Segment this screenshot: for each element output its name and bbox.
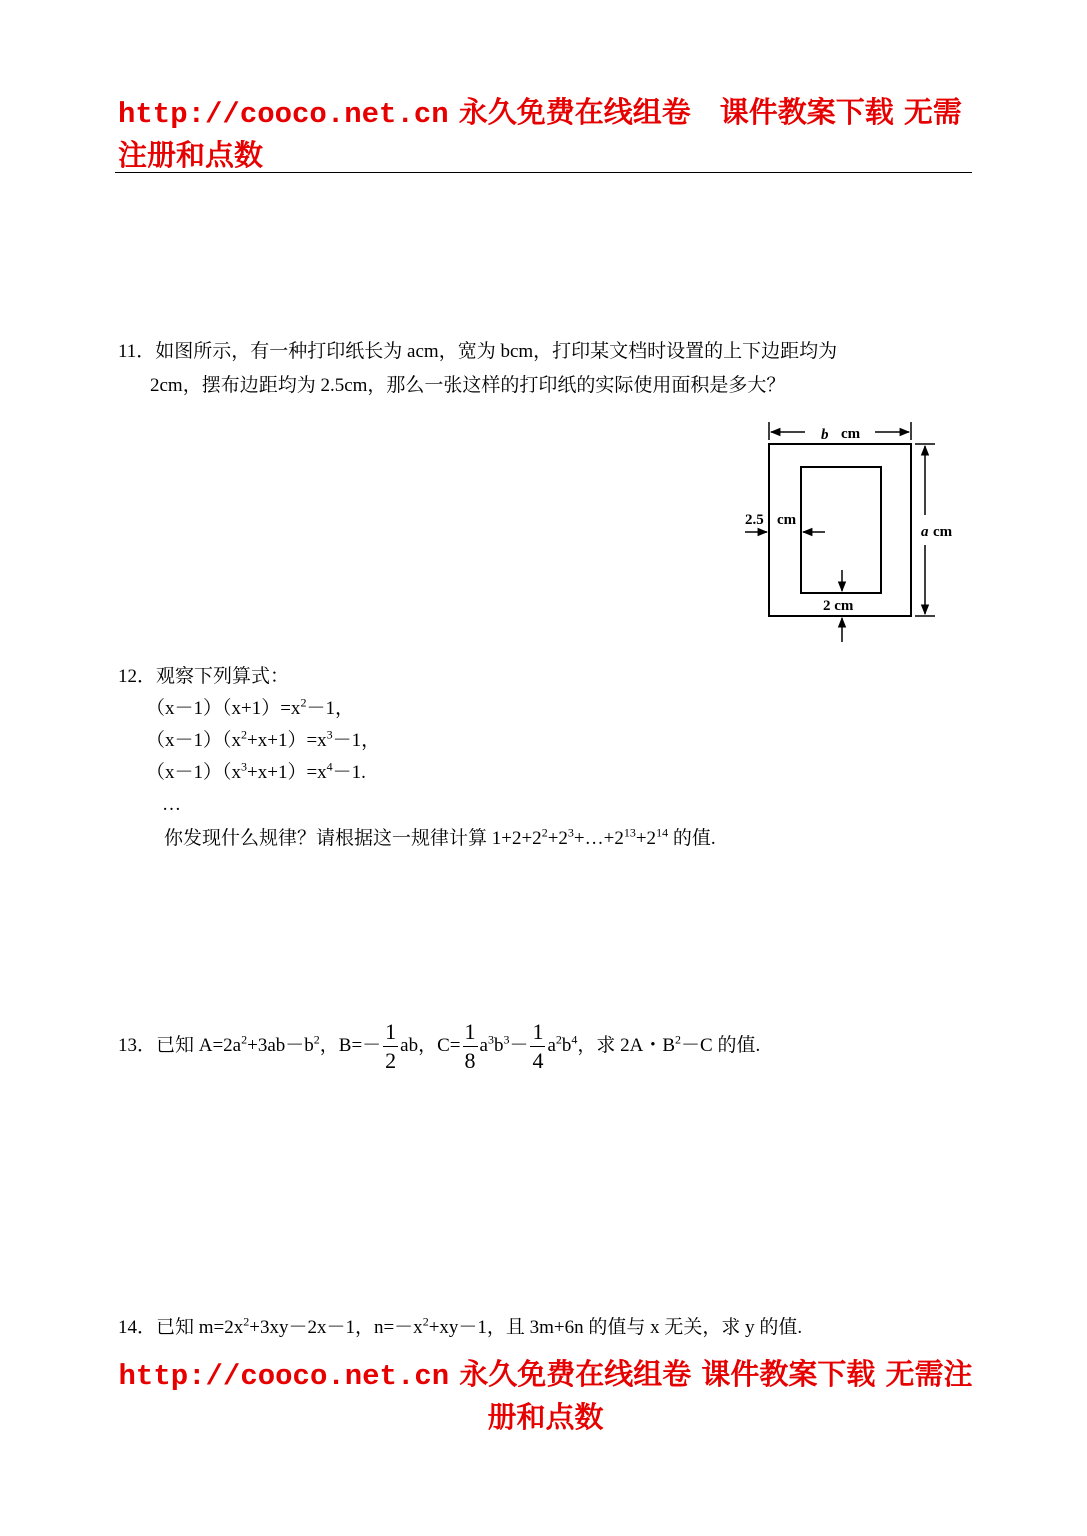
bottom-margin-label: 2 cm: [823, 598, 854, 614]
q11-line-2: 2cm，摆布边距均为 2.5cm，那么一张这样的打印纸的实际使用面积是多大？: [150, 375, 786, 396]
footer-url-link[interactable]: http://cooco.net.cn: [118, 1360, 450, 1393]
footer-text-1: 永久免费在线组卷 课件教案下载 无需注: [449, 1357, 973, 1391]
q12-intro: 12．观察下列算式：: [118, 666, 290, 687]
q13-line: 13．已知 $A=2a^2+3ab-b^2$，B=－ $\frac{1}{2}$ ab，C= $\frac{1}{8}$ $a^3b^3-$ $\frac{1}{4}$ $a^2b^4$，求 2A・$B^2-C$ 的值.: [118, 1019, 761, 1073]
header-text-1: 永久免费在线组卷 课件教案下载 无需: [448, 95, 962, 129]
q14-line: 14．已知 $m=2x^2+3xy-2x-1$，$n=-x^2+xy-1$，且 3m+6n 的值与 x 无关，求 y 的值.: [118, 1314, 803, 1338]
page-footer: [118, 1354, 973, 1437]
q11-line-1: 11．如图所示，有一种打印纸长为 acm，宽为 bcm，打印某文档时设置的上下边距均为: [118, 341, 838, 362]
header-divider: [115, 172, 972, 173]
top-dimension-unit: cm: [841, 426, 861, 442]
q12-eq-1: $(x-1)(x+1)=x^2-1$，: [146, 695, 354, 719]
question-12: [118, 661, 716, 855]
fraction-one-half: $\frac{1}{2}$: [385, 1019, 397, 1073]
paper-margin-figure: [735, 410, 953, 650]
right-dimension-var: a: [921, 524, 929, 540]
q12-eq-3: $(x-1)(x^3+x+1)=x^4-1$.: [146, 759, 366, 783]
header-line-1: [118, 92, 978, 135]
right-dimension-unit: cm: [933, 524, 953, 540]
top-dimension-var: b: [821, 427, 829, 443]
left-margin-unit: cm: [777, 512, 797, 528]
fraction-one-eighth: $\frac{1}{8}$: [464, 1019, 476, 1073]
question-13: [118, 1018, 760, 1075]
q12-ellipsis: …: [162, 794, 181, 815]
page-header: [118, 92, 978, 175]
header-line-2: 注册和点数: [118, 138, 264, 172]
footer-line-2: 册和点数: [487, 1400, 604, 1434]
question-14: [118, 1311, 802, 1345]
left-margin-num: 2.5: [745, 512, 764, 528]
outer-paper-rect: [769, 444, 911, 616]
footer-line-1: [118, 1354, 973, 1397]
q12-eq-2: $(x-1)(x^2+x+1)=x^3-1$，: [146, 727, 381, 751]
question-11: [118, 335, 837, 403]
inner-print-rect: [801, 467, 881, 593]
header-url-link[interactable]: http://cooco.net.cn: [118, 98, 449, 131]
q12-question: 你发现什么规律？请根据这一规律计算 $1+2+2^2+2^3+\dots+2^{13}+2^{14}$ 的值.: [164, 825, 716, 849]
fraction-one-quarter: $\frac{1}{4}$: [532, 1019, 544, 1073]
